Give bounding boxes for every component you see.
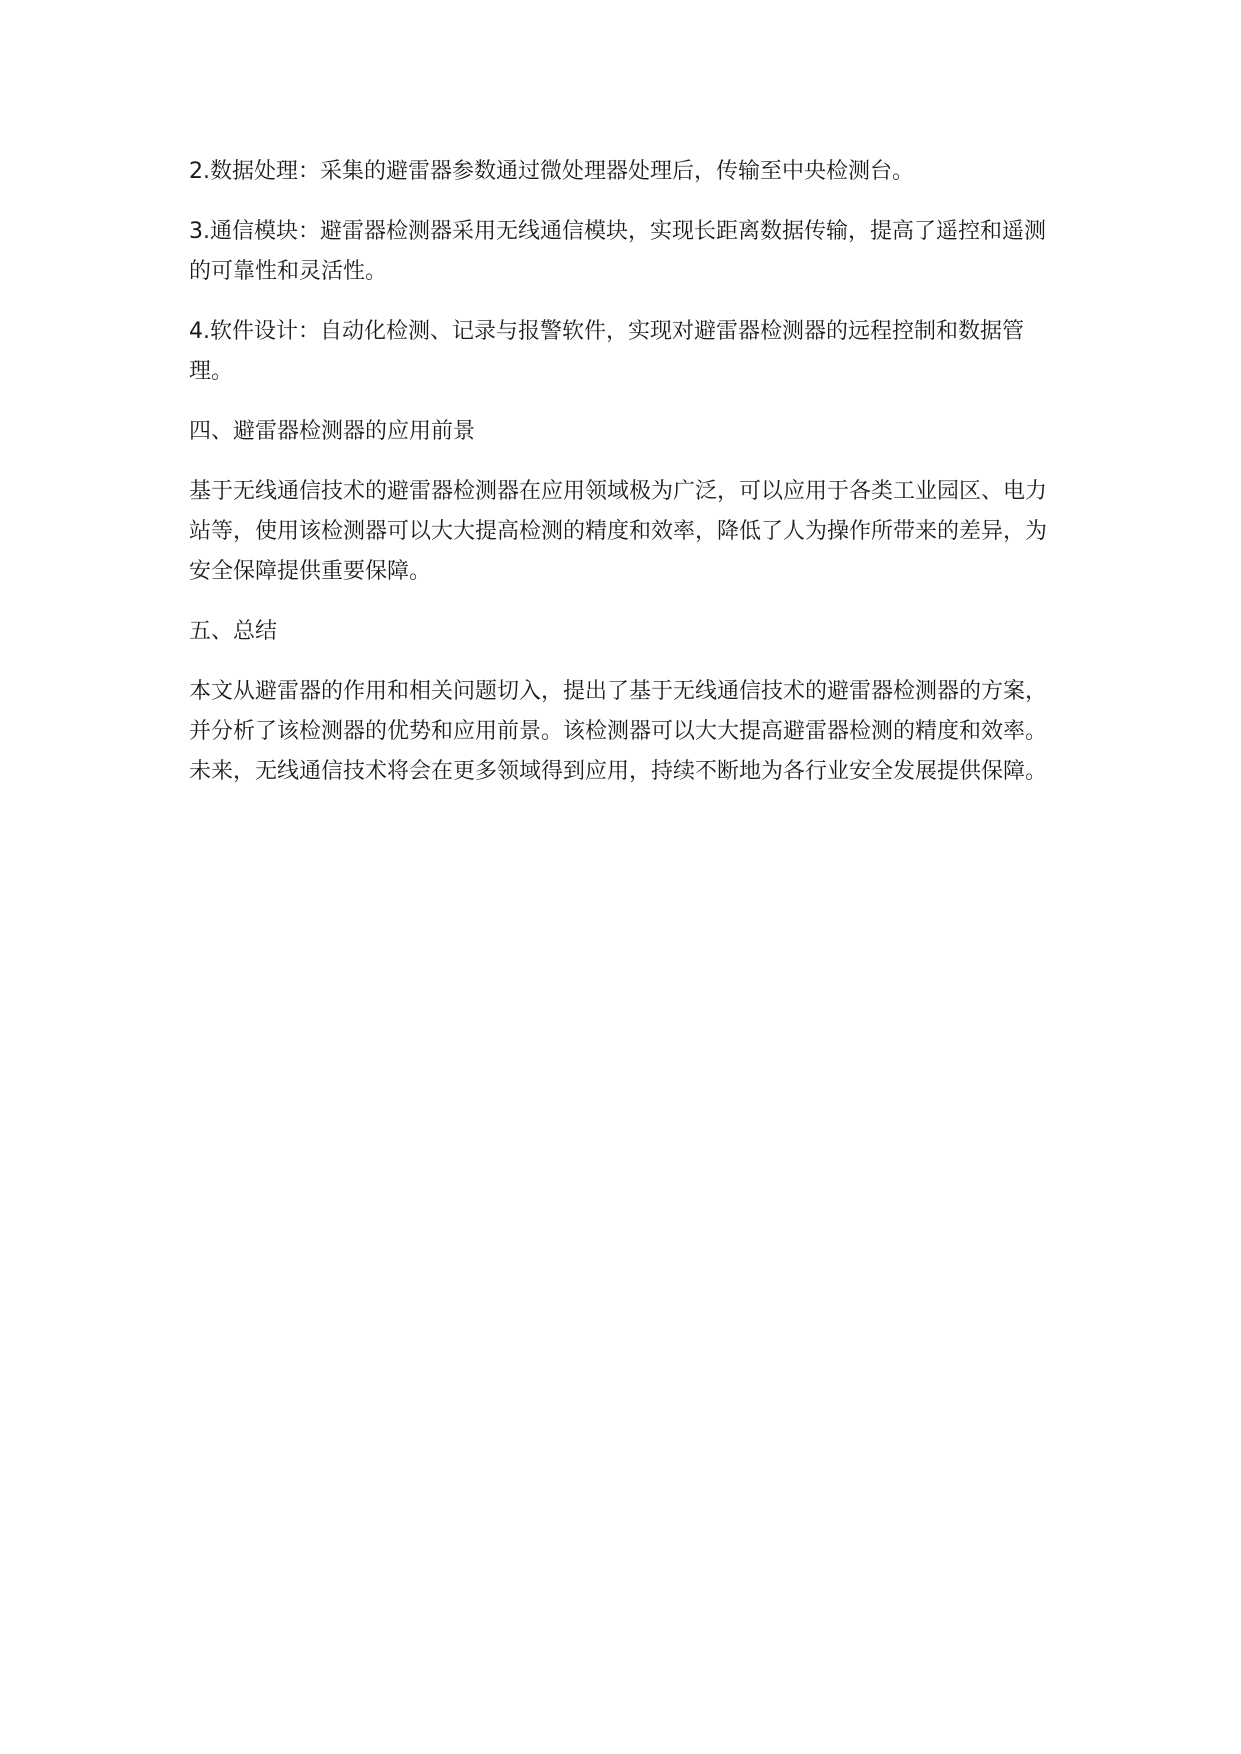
section-heading-application: 四、避雷器检测器的应用前景 (189, 419, 476, 444)
paragraph-software-design: 4.软件设计：自动化检测、记录与报警软件，实现对避雷器检测器的远程控制和数据管理。 (189, 319, 1024, 384)
paragraph-data-processing: 2.数据处理：采集的避雷器参数通过微处理器处理后，传输至中央检测台。 (189, 159, 914, 184)
paragraph-application-prospects: 基于无线通信技术的避雷器检测器在应用领域极为广泛，可以应用于各类工业园区、电力站等，使用该检测器可以大大提高检测的精度和效率，降低了人为操作所带来的差异，为安全保障提供重要保障。 (189, 479, 1048, 584)
section-heading-summary: 五、总结 (189, 619, 278, 644)
document-body (189, 152, 1049, 812)
paragraph-communication-module: 3.通信模块：避雷器检测器采用无线通信模块，实现长距离数据传输，提高了遥控和遥测的可靠性和灵活性。 (189, 219, 1046, 284)
paragraph-summary: 本文从避雷器的作用和相关问题切入，提出了基于无线通信技术的避雷器检测器的方案，并分析了该检测器的优势和应用前景。该检测器可以大大提高避雷器检测的精度和效率。未来，无线通信技术将会在更多领域得到应用，持续不断地为各行业安全发展提供保障。 (189, 679, 1048, 784)
